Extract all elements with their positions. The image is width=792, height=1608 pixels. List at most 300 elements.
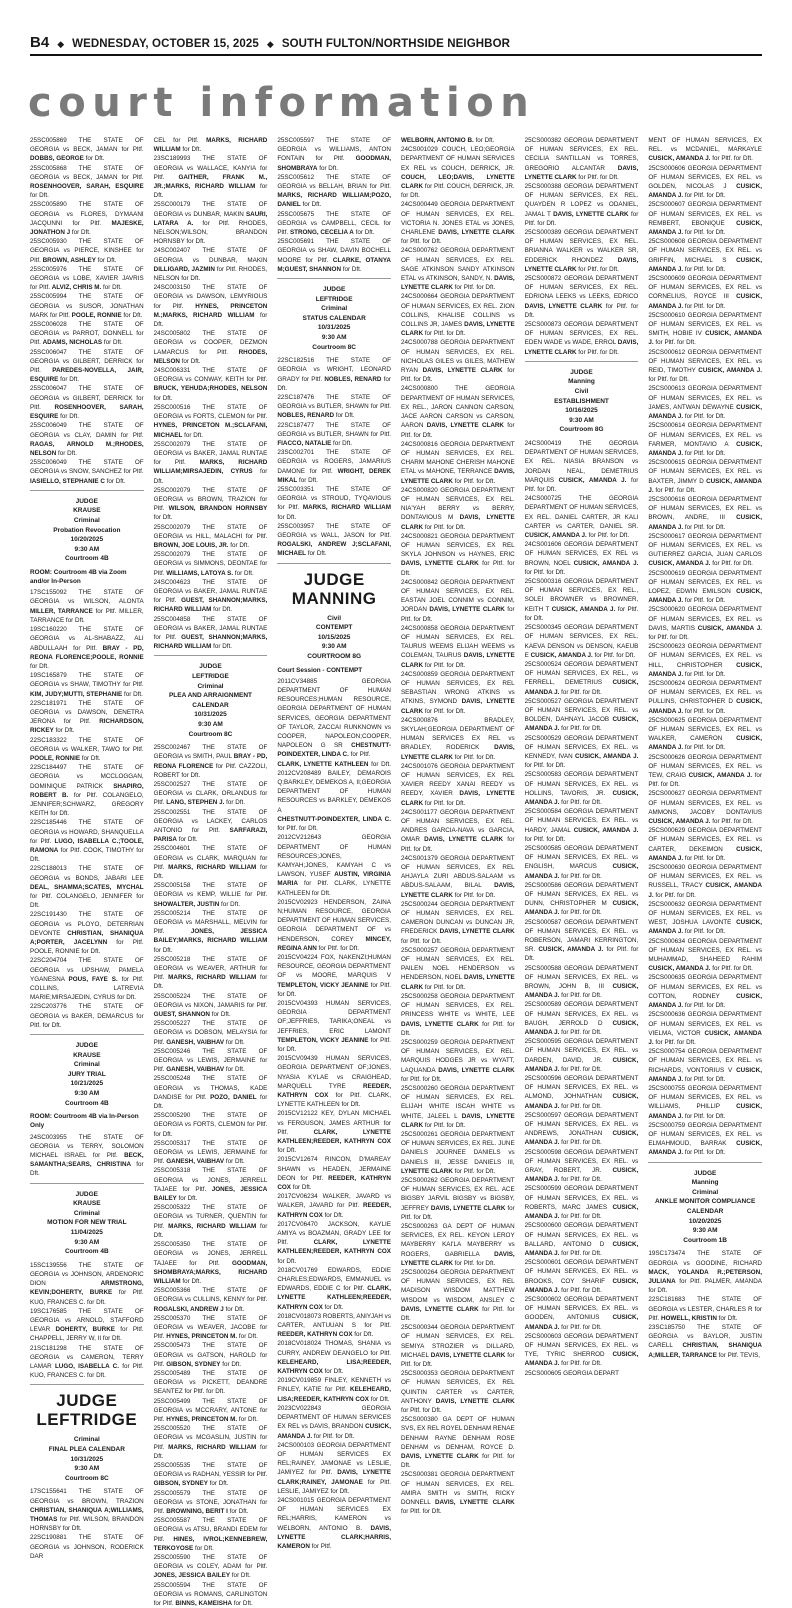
case-text: for Dft. 2012CV208489 BAILEY, DEMAROIS Q;BARKLEY, DEMEKOS A, II;GEORGIA DEPARTMENT OF HUMAN RESOURCES vs BARKLEY, DEMEKOS A: [277, 760, 391, 814]
case-listing: [154, 844, 268, 881]
case-text: 25CS000388 GEORGIA DEPARTMENT OF HUMAN SERVICES, EX REL. QUAYDEN R LOPEZ vs ODANIEL, JAMAL T: [524, 183, 639, 218]
case-listing: [401, 1268, 515, 1323]
case-listing: [154, 1553, 268, 1581]
case-text: 25CS000625 GEORGIA DEPARTMENT OF HUMAN SERVICES, EX REL. vs WALKER, CAMERON: [648, 716, 762, 743]
case-text: 25SC005976 THE STATE OF GEORGIA vs LOBE, XAVIER JAVRIS for Pltf.: [30, 265, 144, 292]
attorney-names: HOWELL, KRISTIN: [660, 1314, 717, 1322]
case-listing: [154, 440, 268, 486]
case-text: for Pltf. for Dft.: [452, 1167, 496, 1175]
case-text: for Dft.: [322, 1211, 344, 1219]
case-listing: [401, 1323, 515, 1369]
case-text: for Dft.: [42, 1021, 62, 1029]
case-text: 23SC189993 THE STATE OF GEORGIA vs WALLACE, KANYIA for Pltf.: [153, 155, 268, 181]
case-text: 2017CV06234 WALKER, JAVARD vs WALKER, JAVARD for Pltf.: [277, 1193, 391, 1210]
case-text: 25SC005890 THE STATE OF GEORGIA vs FLORES, DYMAANI JACQUNNI for Pltf.: [30, 201, 144, 227]
case-text: for Pltf. for Dft.: [312, 1432, 355, 1440]
case-text: 25SC005158 THE STATE OF GEORGIA vs KEMP, WILLIE for Pltf.: [153, 882, 268, 899]
attorney-names: CUSICK, AMANDA J.: [524, 1019, 639, 1037]
case-text: for Pltf. COOK, TIMOTHY for Dft.: [30, 846, 144, 864]
case-text: 25CS000632 GEORGIA DEPARTMENT OF HUMAN SERVICES, EX REL. vs WEST, JOSHUA LAVONTE: [648, 900, 762, 927]
case-text: for Pltf. for Dft.: [277, 981, 391, 998]
case-listing: [401, 670, 515, 716]
case-text: for Pltf. WILSON, BRANDON HORNSBY for Dft.: [30, 1515, 144, 1533]
case-text: for Pltf. for Dft.: [683, 1112, 726, 1120]
case-text: for Pltf. COUCH, DERRICK, JR. for Dft.: [400, 183, 515, 200]
case-text: 25SC005587 THE STATE OF GEORGIA vs ATSU, BRANDI EDEM for Pltf.: [153, 1517, 268, 1543]
attorney-names: DAVIS, LYNETTE CLARK: [524, 164, 639, 181]
case-text: 22SC204704 THE STATE OF GEORGIA vs UPSHAW, PAMELA YGANESNA: [30, 957, 144, 983]
case-text: for Dft.: [352, 1331, 374, 1339]
calendar-line: LEFTRIDGE: [315, 295, 353, 303]
case-text: for Pltf. for Dft.: [559, 1065, 602, 1073]
attorney-names: DAVIS, LYNETTE CLARK: [426, 422, 504, 430]
calendar-line: LEFTRIDGE: [36, 1410, 138, 1430]
attorney-names: GUEST, SHANNON;MARKS, RICHARD WILLIAM: [153, 597, 268, 614]
case-listing: [154, 403, 268, 440]
case-listing: [154, 550, 268, 578]
case-listing: [648, 421, 762, 458]
case-text: for Dft.: [277, 375, 391, 392]
attorney-names: CUSICK, AMANDA J.: [648, 882, 762, 899]
case-listing: [401, 486, 515, 532]
case-text: for Pltf. for Dft.: [452, 1259, 496, 1267]
attorney-names: DAVIS, LYNETTE CLARK: [553, 210, 629, 218]
attorney-names: DAVIS, LYNETTE CLARK: [524, 302, 603, 310]
case-listing: [154, 1111, 268, 1139]
calendar-line: JUDGE: [75, 497, 99, 505]
case-listing: [277, 1339, 391, 1376]
case-text: for Dft.: [341, 265, 362, 273]
attorney-names: DAVIS, LYNETTE CLARK: [400, 698, 515, 715]
case-listing: [30, 956, 144, 1002]
case-listing: [648, 1047, 762, 1084]
case-text: for Pltf. CAZZOLI, ROBERT for Dft.: [153, 762, 268, 779]
case-text: for Pltf. for Dft.: [559, 909, 602, 917]
attorney-names: CUSICK, AMANDA J.: [530, 651, 593, 659]
case-text: for Dft.: [182, 431, 203, 439]
case-text: for Dft.: [83, 155, 105, 163]
case-listing: [401, 1369, 515, 1415]
case-listing: [30, 1002, 144, 1030]
case-listing: [401, 762, 515, 808]
case-text: for Dft.: [153, 1222, 268, 1239]
case-text: for Pltf. for Dft.: [559, 1360, 602, 1368]
case-text: 19SC176585 THE STATE OF GEORGIA vs ARNOLD, STAFFORD LEVAR: [30, 1307, 144, 1334]
case-listing: [277, 1441, 391, 1496]
case-text: 25SC002079 THE STATE OF GEORGIA vs HILL, MALACHI for Pltf.: [153, 523, 268, 540]
case-text: 25CS000627 GEORGIA DEPARTMENT OF HUMAN SERVICES, EX REL. vs AMMONS, JACOBY DONTAVIUS: [648, 790, 762, 816]
attorney-names: COUCH, LEO;DAVIS, LYNETTE CLARK: [400, 173, 515, 191]
attorney-names: ALVIZ, CHRIS M.: [51, 284, 102, 292]
attorney-names: GIBSON, SYDNEY: [166, 1360, 221, 1368]
case-listing: [154, 1461, 268, 1489]
case-listing: [525, 660, 639, 697]
attorney-names: MARKS, RICHARD WILLIAM: [302, 504, 391, 512]
calendar-line: 10/15/2025: [317, 633, 351, 641]
attorney-names: DAVIS, LYNETTE CLARK: [524, 339, 639, 356]
calendar-line: Criminal: [692, 1188, 719, 1196]
case-text: for Pltf. RHODES, NELSON;WILSON, BRANDON HORNSBY for Dft.: [153, 219, 268, 246]
case-text: for Pltf. for Dft.: [710, 818, 753, 826]
calendar-line: PLEA AND ARRAIGNMENT CALENDAR: [168, 692, 253, 709]
case-text: for Pltf. for Dft.: [683, 413, 726, 421]
case-text: 25CS000586 GEORGIA DEPARTMENT OF HUMAN SERVICES, EX REL. vs DUNN, CHRISTOPHER M: [524, 881, 639, 908]
case-listing: [401, 900, 515, 946]
attorney-names: DAVIS, LYNETTE CLARK: [435, 1499, 515, 1507]
calendar-line: ESTABLISHMENT: [554, 397, 609, 405]
attorney-names: WRIGHT, DEREK MIKAL: [277, 467, 391, 484]
case-listing: [648, 937, 762, 974]
case-text: for Dft.: [290, 1184, 312, 1192]
case-text: 25SC005227 THE STATE OF GEORGIA vs DOBSON, MELAYSIA for Pltf.: [153, 1020, 268, 1046]
attorney-names: DAVIS, LYNETTE CLARK: [400, 321, 515, 338]
attorney-names: CUSICK, AMANDA J.: [648, 1140, 762, 1157]
case-text: for Pltf. for Dft.: [400, 367, 515, 384]
attorney-names: CUSICK, AMANDA J.: [697, 624, 762, 632]
calendar-line: Courtroom 8G: [559, 426, 604, 434]
calendar-line: JUDGE: [303, 569, 365, 589]
attorney-names: DAVIS, LYNETTE CLARK: [400, 1453, 479, 1461]
case-text: 25CS000614 GEORGIA DEPARTMENT OF HUMAN SERVICES, EX REL. vs FARMER, MONTAVIO A: [648, 422, 762, 448]
case-listing: [401, 1038, 515, 1084]
section-divider: [30, 1183, 144, 1184]
case-text: 24CS000419 THE GEORGIA DEPARTMENT OF HUMAN SERVICES, EX REL. NIASIA BRANSON vs JORDAN NEAL, DEMETRIUS MARQUIS: [524, 440, 639, 484]
case-listing: [154, 1424, 268, 1461]
calendar-line: 10/21/2025: [70, 1080, 104, 1088]
calendar-line: KRAUSE: [73, 1200, 101, 1208]
attorney-names: REEDER, KATHRYN COX: [277, 1174, 391, 1192]
calendar-line: Criminal: [73, 1436, 100, 1444]
case-text: for Pltf. for Dft.: [524, 835, 566, 843]
case-text: for Pltf. for Dft.: [423, 661, 466, 669]
case-text: 25SC002527 THE STATE OF GEORGIA vs CLARK, ORLANDUS for Pltf.: [153, 780, 268, 807]
case-text: 22SC184497 THE STATE OF GEORGIA vs MCCLOGGAN, DOMINIQUE PATRICK: [30, 764, 144, 790]
case-text: 25CS000263 GA DEPT OF HUMAN SERVICES, EX REL. KEYON LEROY MAYBERRY KAI'LA MAYBERRY vs ROGERS, GABRIELLA: [400, 1222, 515, 1258]
attorney-names: CHESTNUTT-POINDEXTER, LINDA C.: [277, 815, 391, 823]
attorney-names: LUGO, ISABELLA C.;TOOLE, RAMONA: [30, 837, 144, 854]
attorney-names: HYNES, PRINCETON M.;MARKS, RICHARD WILLIAM: [153, 302, 268, 319]
case-text: for Pltf. for Dft.: [400, 1305, 515, 1322]
case-text: 24CS000788 GEORGIA DEPARTMENT OF HUMAN SERVICES, EX REL. NICHOLAS GILES vs GILES, MATHEW RYAN: [400, 339, 515, 375]
calendar-line: MANNING: [291, 588, 377, 608]
calendar-header: [30, 1041, 144, 1108]
case-text: 25CS000587 GEORGIA DEPARTMENT OF HUMAN SERVICES, EX REL. vs ROBERSON, JAMARI KERRINGTON, SR.: [524, 918, 639, 954]
case-listing: [525, 1295, 639, 1332]
case-text: 25CS000603 GEORGIA DEPARTMENT OF HUMAN SERVICES, EX REL. vs TYE, TYRIC SHERROD: [524, 1332, 639, 1359]
case-text: for Pltf. for Dft.: [559, 992, 602, 1000]
case-listing: [30, 763, 144, 818]
case-text: for Pltf. for Dft.: [316, 944, 360, 952]
case-listing: [30, 625, 144, 671]
case-text: 2012CV212643 GEORGIA DEPARTMENT OF HUMAN RESOURCES;JONES, KAMYAH;JONES, KAMYAH C vs LAWSON, YUSEF: [277, 834, 391, 879]
case-text: 25SC004858 THE STATE OF GEORGIA vs BAKER, JAMAL RUNTAE for Pltf.: [153, 615, 268, 641]
case-text: 22SC188013 THE STATE OF GEORGIA vs BONDS, JABARI LEE: [30, 865, 144, 882]
case-text: 25SC005675 THE STATE OF GEORGIA vs CAMPBELL, CECIL for Pltf.: [277, 210, 391, 237]
case-text: for Dft.: [53, 727, 75, 735]
calendar-line: 10/16/2025: [565, 407, 598, 415]
case-text: 25CS000353 GEORGIA DEPARTMENT OF HUMAN SERVICES, EX REL QUINTIN CARTER vs CARTER, ANTHONY: [400, 1370, 515, 1405]
attorney-names: CLARKE, OTANYA M;GUEST, SHANNON: [277, 256, 391, 273]
attorney-names: DEAL, SHAMMA;SCATES, MYCHAL: [30, 883, 144, 891]
case-listing: [30, 699, 144, 736]
issue-date: WEDNESDAY, OCTOBER 15, 2025: [72, 38, 259, 50]
attorney-names: MARKS, RICHARD WILLIAM: [168, 863, 257, 871]
case-text: for Dft.: [317, 164, 339, 172]
case-text: 24CS000664 GEORGIA DEPARTMENT OF HUMAN SERVICES, EX REL. ZION COLLINS, KHALISE COLLINS vs COLLINS JR, JAMES: [400, 293, 515, 329]
attorney-names: DAVIS, LYNETTE CLARK: [439, 928, 515, 936]
case-text: 25CS000583 GEORGIA DEPARTMENT OF HUMAN SERVICES, EX REL. vs HOLLINS, TAVORIS, JR.: [524, 771, 639, 797]
attorney-names: HINES, IVROL;KENNEBREW, TERKOYOSE: [153, 1535, 268, 1552]
attorney-names: MARKS, RICHARD WILLIAM: [168, 1222, 257, 1230]
case-listing: [648, 1121, 762, 1158]
case-text: 22SC183322 THE STATE OF GEORGIA vs WALKER, TAWO for Pltf.: [30, 736, 144, 753]
section-divider: [277, 278, 391, 279]
case-text: for Dft.: [176, 1195, 198, 1203]
attorney-names: CUSICK, AMANDA J.: [648, 661, 762, 678]
calendar-line: FINAL PLEA CALENDAR: [48, 1446, 125, 1453]
case-text: 25SC005473 THE STATE OF GEORGIA vs GATSON, HAROLD for Pltf.: [153, 1342, 268, 1368]
case-listing: [525, 274, 639, 320]
case-listing: [30, 384, 144, 421]
calendar-line: 9:30 AM: [321, 643, 347, 651]
case-listing: [277, 522, 391, 559]
attorney-names: GOODMAN, SHOMBRAYA: [277, 155, 391, 172]
case-text: for Pltf. for Dft.: [452, 284, 496, 292]
case-listing: [401, 1415, 515, 1470]
case-listing: [401, 992, 515, 1038]
case-listing: [525, 1221, 639, 1258]
case-text: for Dft.: [331, 440, 352, 448]
case-listing: [648, 1084, 762, 1121]
case-text: 25SC005322 THE STATE OF GEORGIA vs TURNER, QUENTIN for Pltf.: [153, 1204, 268, 1230]
case-text: for Dft.: [230, 1572, 251, 1580]
case-text: for Pltf. KUO, FRANCES C. for Dft.: [30, 1363, 144, 1380]
case-text: for Pltf. for Dft.: [524, 568, 566, 576]
case-text: 19SC165879 THE STATE OF GEORGIA vs SHAW, TIMOTHY for Pltf.: [30, 672, 144, 689]
calendar-line: 10/20/2025: [688, 1217, 722, 1225]
attorney-names: CUSICK, AMANDA J.: [524, 1351, 639, 1368]
case-text: for Dft.: [353, 229, 375, 237]
case-text: 25SC002079 THE STATE OF GEORGIA vs BAKER, JAMAL RUNTAE for Pltf.: [153, 440, 268, 467]
case-text: for Pltf. for Dft.: [710, 965, 753, 973]
case-listing: [154, 366, 268, 403]
case-text: for Dft.: [232, 1600, 253, 1608]
attorney-names: CHRISTIAN, SHANIQUA A;PORTER, JACELYNN: [30, 929, 144, 946]
case-text: 2019CV019859 FINLEY, KENNETH vs FINLEY, KATIE for Pltf.: [277, 1377, 391, 1394]
case-text: for Dft.: [104, 477, 126, 485]
case-text: for Dft.: [211, 643, 233, 651]
attorney-names: DAVIS, LYNETTE CLARK: [400, 275, 515, 292]
case-text: for Dft.: [30, 662, 49, 670]
case-text: 25SC005930 THE STATE OF GEORGIA vs PIERCE, KINSHEE for Pltf.: [30, 238, 144, 264]
case-text: for Pltf. for Dft.: [683, 1149, 726, 1157]
case-listing: [154, 909, 268, 955]
case-listing: [30, 348, 144, 385]
case-listing: [154, 1581, 268, 1608]
attorney-names: REEDER, KATHRYN COX: [277, 1202, 391, 1219]
column-1: [30, 136, 144, 1608]
case-listing: [277, 1404, 391, 1441]
case-text: 25CS000258 GEORGIA DEPARTMENT OF HUMAN SERVICES, EX REL. PRINCESS WHITE vs WHITE, LEE: [400, 992, 515, 1019]
attorney-names: RHODES, NELSON: [153, 348, 268, 365]
case-text: for Dft.: [153, 946, 173, 954]
case-text: 25CS000261 GEORGIA DEPARTMENT OF HUMAN SERVICES, EX REL. JUNE DANIELS JOURNEE DANIELS vs DANIELS III, JESSE DANIELS III,: [400, 1130, 515, 1166]
case-listing: [277, 677, 391, 760]
case-text: for Pltf. for Dft.: [683, 1075, 726, 1083]
case-text: 2015CV04224 FOX, NAKENZI;HUMAN RESOURCE, GEORGIA DEPARTMENT OF vs MOORE, MARQUIS V: [277, 953, 391, 980]
case-text: for Pltf. CHAPPELL, JERRY W, II for Dft.: [30, 1326, 144, 1343]
attorney-names: CUSICK, AMANDA J.: [524, 1203, 639, 1221]
case-text: 25SC005579 THE STATE OF GEORGIA vs STONE, JONATHAN for Pltf.: [153, 1489, 268, 1515]
case-listing: [648, 200, 762, 237]
attorney-names: MINCEY, REGINA ANN: [277, 935, 391, 952]
case-text: 24CS000725 THE GEORGIA DEPARTMENT OF HUMAN SERVICES, EX REL. DANIEL CARTER, JR KALI CARTER vs CARTER, DANIEL SR.: [524, 495, 639, 530]
case-listing: [525, 1258, 639, 1295]
attorney-names: CUSICK, AMANDA J.: [648, 477, 762, 494]
case-text: 25SC005612 THE STATE OF GEORGIA vs BELLAH, BRIAN for Pltf.: [277, 173, 391, 191]
attorney-names: LUGO, ISABELLA C.: [54, 1363, 119, 1370]
attorney-names: CLARK, LYNETTE KATHLEEN;REEDER, KATHRYN COX: [277, 1285, 391, 1311]
case-text: for Pltf. for Dft.: [683, 928, 726, 936]
attorney-names: WELBORN, ANTONIO B.: [400, 137, 474, 144]
attorney-names: BROWNING, BERIT I: [166, 1507, 228, 1515]
case-text: 25CS000607 GEORGIA DEPARTMENT OF HUMAN SERVICES, EX REL. vs REMBERT, EBONIQUE: [648, 201, 762, 227]
attorney-names: DAVIS, LYNETTE CLARK: [400, 468, 515, 485]
attorney-names: DAVIS, LYNETTE CLARK: [400, 560, 479, 568]
case-listing: [525, 623, 639, 660]
case-text: for Pltf. for Dft.: [576, 173, 619, 181]
attorney-names: LANG, STEPHEN J.: [166, 799, 225, 807]
case-listing: [30, 458, 144, 486]
case-listing: [277, 1496, 391, 1551]
case-text: 24CS000103 GEORGIA DEPARTMENT OF HUMAN SERVICES EX REL;RAINEY, JAMONAE vs LESLIE, JAMIYEZ for Pltf.: [277, 1441, 391, 1477]
case-text: for Dft.: [121, 311, 143, 319]
case-text: 25SC005489 THE STATE OF GEORGIA vs PICKETT, DEANDRE SEANTEZ for Pltf.: [153, 1369, 268, 1396]
case-text: for Pltf. for Dft.: [524, 302, 639, 319]
case-text: for Pltf. for Dft.: [400, 1407, 442, 1415]
attorney-names: CUSICK, AMANDA J.: [648, 1103, 762, 1120]
case-listing: [401, 338, 515, 384]
case-listing: [154, 200, 268, 246]
case-listing: [525, 320, 639, 357]
calendar-header: [154, 662, 268, 739]
case-text: 25SC000516 THE STATE OF GEORGIA vs FORTS, CLEMON for Pltf.: [153, 403, 268, 421]
attorney-names: RAGAS, ARNOLD M.;RHODES, NELSON: [30, 440, 144, 457]
case-listing: [648, 605, 762, 642]
page-number: B4: [30, 34, 50, 51]
judge-heading: [30, 1391, 144, 1429]
case-listing: [525, 1332, 639, 1369]
case-text: 25CS000635 GEORGIA DEPARTMENT OF HUMAN SERVICES, EX REL. vs COTTON, RODNEY: [648, 974, 762, 1000]
case-listing: [648, 863, 762, 900]
attorney-names: GANESH, VAIBHAV: [166, 1066, 225, 1074]
calendar-header: [30, 1190, 144, 1257]
case-text: for Pltf. for Dft.: [277, 1036, 391, 1053]
attorney-names: CUSICK, AMANDA J.: [524, 983, 639, 1000]
case-text: 2015CV12122 KEY, DYLAN MICHAEL vs FERGUSON, JAMES ARTHUR for Pltf.: [277, 1110, 391, 1136]
attorney-names: STRONG, CECELIA A: [289, 229, 354, 237]
attorney-names: ROGALSKI, ANDREW J: [153, 1305, 224, 1313]
case-listing: [154, 1286, 268, 1314]
case-text: 24SC004623 THE STATE OF GEORGIA vs BAKER, JAMAL RUNTAE for Pltf.: [153, 578, 268, 605]
case-text: 23SC002701 THE STATE OF GEORGIA vs ROGERS, JAMARIUS DAMONE for Pltf.: [277, 449, 391, 475]
attorney-names: CUSICK, AMANDA J.: [648, 183, 762, 200]
case-text: for Pltf. for Dft.: [423, 799, 466, 807]
case-text: for Dft.: [223, 1305, 245, 1313]
case-text: 25CS000589 GEORGIA DEPARTMENT OF HUMAN SERVICES, EX REL. vs BAUGH, JERROLD D: [524, 1001, 639, 1027]
case-text: for Dft.: [153, 1443, 268, 1460]
case-text: 25CS000585 GEORGIA DEPARTMENT OF HUMAN SERVICES, EX REL. vs ENGLISH, MARCUS: [524, 844, 639, 871]
case-listing: [30, 292, 144, 320]
case-text: for Pltf. for Dft.: [559, 1176, 602, 1184]
case-listing: [30, 864, 144, 910]
attorney-names: DAVIS, LYNETTE CLARK: [400, 974, 515, 991]
case-listing: [648, 384, 762, 421]
case-listing: [277, 136, 391, 173]
attorney-names: CUSICK, AMANDA J.: [648, 1066, 762, 1083]
attorney-names: GANESH, VAIBHAV: [166, 1038, 225, 1046]
case-text: for Pltf. for Dft.: [710, 155, 753, 163]
case-text: for Dft.: [277, 1257, 297, 1265]
case-text: 2011CV34885 GEORGIA DEPARTMENT OF HUMAN RESOURCES;HUMAN RESOURCE, GEORGIA DEPARTMENT OF HUMAN SERVICES, GEORGIA DEPARTMENT OF TAYLOR, ZACCAI RUNKNOWN vs COOPER, NAPOLEON;COOPER, NAPOLEON G SR: [277, 677, 391, 750]
case-text: 25CS000527 GEORGIA DEPARTMENT OF HUMAN SERVICES, EX REL. vs BOLDEN, DAHNAYL JACOB: [524, 697, 639, 724]
attorney-names: AUSTIN, VIRGINIA MARIA: [277, 871, 391, 888]
case-listing: [525, 964, 639, 1001]
case-text: for Pltf. RHODES, NELSON for Dft.: [153, 265, 268, 283]
case-text: 25CS000597 GEORGIA DEPARTMENT OF HUMAN SERVICES, EX REL. vs ANDREWS, JONATHAN: [524, 1111, 639, 1138]
case-listing: [525, 734, 639, 771]
attorney-names: CUSICK, AMANDA J.: [524, 1056, 639, 1073]
case-text: 25CS000259 GEORGIA DEPARTMENT OF HUMAN SERVICES, EX REL. MARQUIS HODGES JR vs WYATT, LAQUANDA: [400, 1038, 515, 1074]
case-text: for Dft.: [180, 146, 202, 154]
case-listing: [154, 246, 268, 283]
case-text: 25SC005597 THE STATE OF GEORGIA vs WILLIAMS, ANTON FONTAIN for Pltf.: [277, 137, 391, 163]
attorney-names: CUSICK, AMANDA J.: [524, 789, 639, 806]
case-text: 25CS000612 GEORGIA DEPARTMENT OF HUMAN SERVICES, EX REL. vs REID, TIMOTHY: [648, 348, 762, 375]
attorney-names: BROWN, ASHLEY: [42, 256, 96, 264]
case-text: for Pltf. for Dft.: [452, 891, 496, 899]
case-text: for Pltf. for Dft.: [400, 836, 515, 853]
case-text: for Pltf. for Dft.: [559, 725, 602, 733]
case-text: for Dft.: [224, 799, 246, 807]
case-text: 2018CV018024 THOMAS, SHANIA vs CURRY, ANDREW DEANGELO for Pltf.: [277, 1340, 391, 1357]
case-listing: [154, 1516, 268, 1553]
case-listing: [648, 569, 762, 606]
attorney-names: DOBBS, GEORGE: [30, 155, 84, 163]
case-text: 24CS001029 COUCH, LEO;GEORGIA DEPARTMENT OF HUMAN SERVICES EX REL vs COUCH, DERRICK, JR.: [400, 146, 515, 172]
section-divider: [30, 1384, 144, 1385]
case-listing: [648, 237, 762, 274]
case-listing: [401, 200, 515, 246]
attorney-names: DAVIS, LYNETTE CLARK: [400, 882, 515, 899]
case-text: for Pltf. COLANGELO, JENNIFER for Dft.: [30, 892, 144, 910]
calendar-line: STATUS CALENDAR: [302, 314, 366, 322]
calendar-header: [277, 285, 391, 352]
case-text: for Pltf. KUO, FRANCES C. for Dft.: [30, 1289, 144, 1306]
attorney-names: CUSICK, AMANDA J.: [648, 1029, 762, 1046]
case-text: 25SC006049 THE STATE OF GEORGIA vs CLAY, DAMIN for Pltf.: [30, 422, 144, 439]
attorney-names: DAVIS, LYNETTE CLARK;HARRIS, KAMERON: [277, 1524, 391, 1550]
case-listing: [277, 1109, 391, 1155]
case-text: for Dft.: [233, 569, 254, 577]
case-text: for Dft.: [153, 183, 268, 200]
case-listing: [401, 1084, 515, 1130]
case-listing: [154, 955, 268, 992]
attorney-names: HYNES, PRINCETON M.: [166, 1333, 238, 1341]
calendar-line: 10/31/2025: [70, 1455, 104, 1463]
calendar-line: JUDGE: [570, 368, 593, 376]
case-text: for Dft.: [224, 1158, 245, 1166]
